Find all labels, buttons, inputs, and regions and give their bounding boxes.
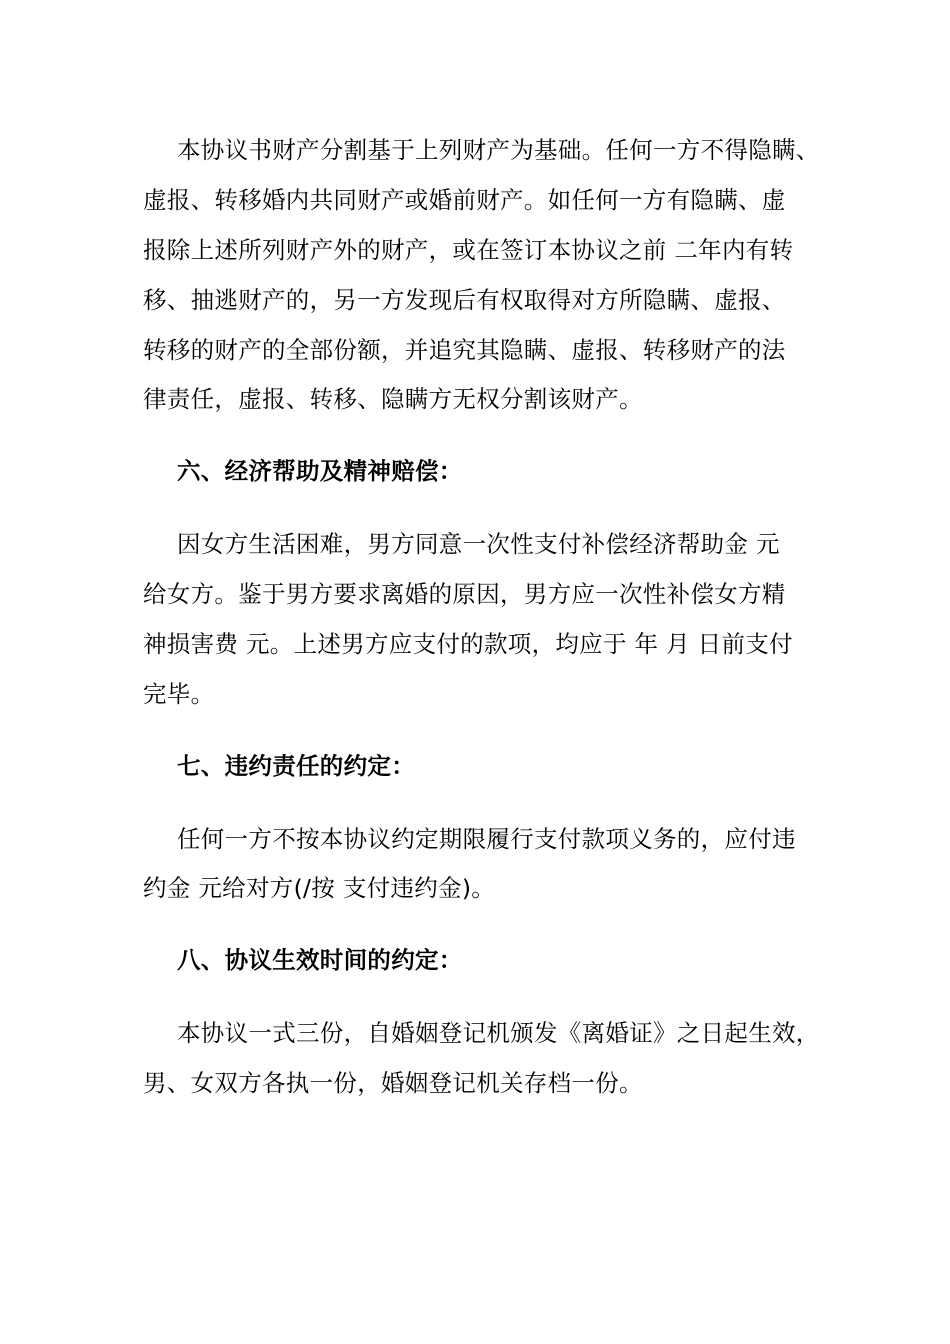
section-heading: 六、经济帮助及精神赔偿： xyxy=(177,457,463,485)
paragraph-line: 报除上述所列财产外的财产，或在签订本协议之前 二年内有转 xyxy=(143,236,794,264)
paragraph-line: 虚报、转移婚内共同财产或婚前财产。如任何一方有隐瞒、虚 xyxy=(143,186,786,214)
section-heading: 八、协议生效时间的约定： xyxy=(177,946,463,974)
paragraph-line: 转移的财产的全部份额，并追究其隐瞒、虚报、转移财产的法 xyxy=(143,336,786,364)
paragraph-line: 因女方生活困难，男方同意一次性支付补偿经济帮助金 元 xyxy=(177,530,780,558)
section-heading: 七、违约责任的约定： xyxy=(177,752,415,780)
paragraph-line: 完毕。 xyxy=(143,680,215,708)
paragraph-line: 移、抽逃财产的，另一方发现后有权取得对方所隐瞒、虚报、 xyxy=(143,286,786,314)
paragraph-line: 给女方。鉴于男方要求离婚的原因，男方应一次性补偿女方精 xyxy=(143,580,786,608)
paragraph-line: 律责任，虚报、转移、隐瞒方无权分割该财产。 xyxy=(143,385,643,413)
paragraph-line: 约金 元给对方(/按 支付违约金)。 xyxy=(143,874,496,902)
paragraph-line: 男、女双方各执一份，婚姻登记机关存档一份。 xyxy=(143,1069,643,1097)
paragraph-line: 本协议书财产分割基于上列财产为基础。任何一方不得隐瞒、 xyxy=(177,136,820,164)
paragraph-line: 本协议一式三份，自婚姻登记机颁发《离婚证》之日起生效， xyxy=(177,1019,820,1047)
paragraph-line: 任何一方不按本协议约定期限履行支付款项义务的，应付违 xyxy=(177,825,796,853)
paragraph-line: 神损害费 元。上述男方应支付的款项，均应于 年 月 日前支付 xyxy=(143,630,793,658)
